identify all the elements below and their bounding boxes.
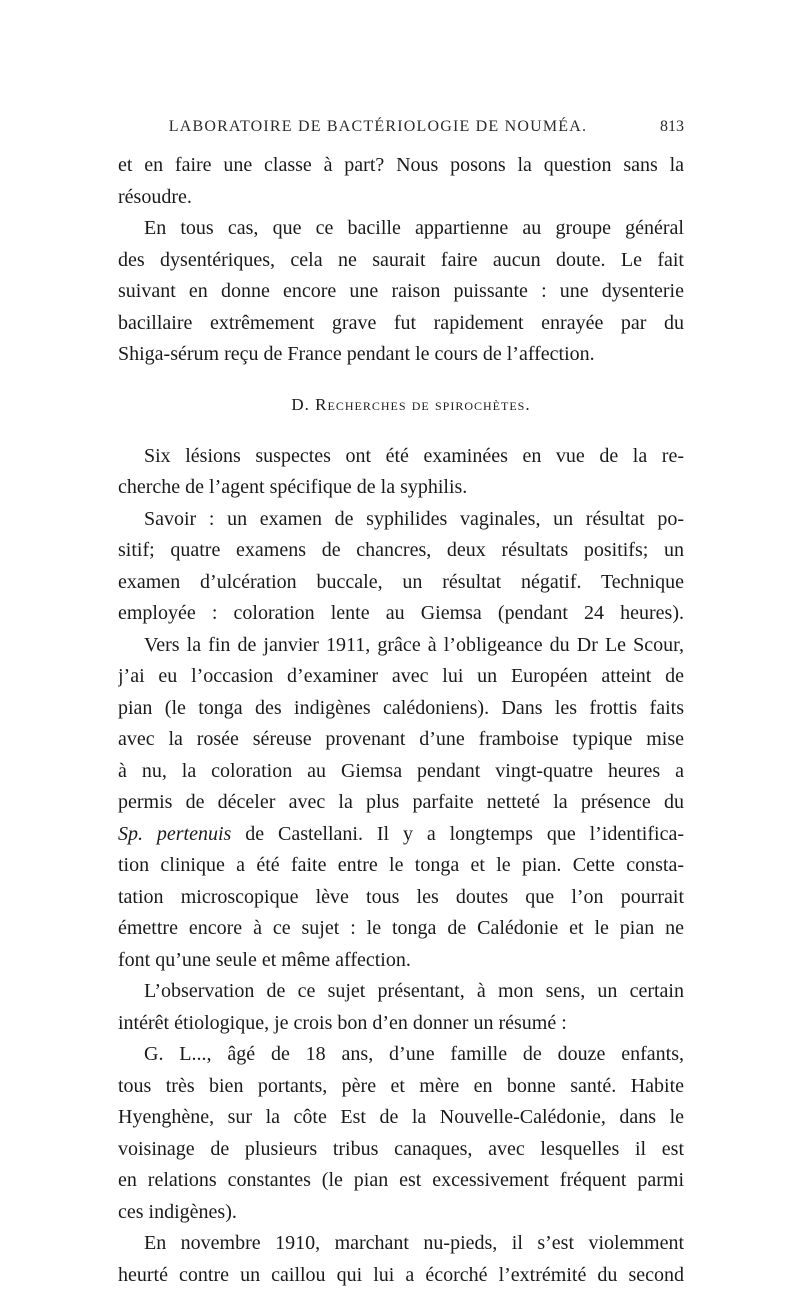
paragraph-4	[118, 504, 684, 630]
text-line: ces indigènes).	[118, 1197, 684, 1229]
text-line: heurté contre un caillou qui lui a écorché l’extrémité du second	[118, 1260, 684, 1291]
text-line: tation microscopique lève tous les doutes que l’on pourrait	[118, 882, 684, 914]
text-line: avec la rosée séreuse provenant d’une framboise typique mise	[118, 724, 684, 756]
paragraph-6	[118, 976, 684, 1039]
text-line: Savoir : un examen de syphilides vaginales, un résultat po-	[118, 504, 684, 536]
paragraph-2	[118, 213, 684, 371]
text-line: bacillaire extrêmement grave fut rapidement enrayée par du	[118, 308, 684, 340]
page-header	[118, 118, 684, 142]
running-head: LABORATOIRE DE BACTÉRIOLOGIE DE NOUMÉA.	[118, 118, 638, 136]
text-line: L’observation de ce sujet présentant, à mon sens, un certain	[118, 976, 684, 1008]
text-line	[118, 819, 684, 851]
text-line: Six lésions suspectes ont été examinées en vue de la re-	[118, 441, 684, 473]
text-line: j’ai eu l’occasion d’examiner avec lui un Européen atteint de	[118, 661, 684, 693]
text-line: Shiga-sérum reçu de France pendant le cours de l’affection.	[118, 339, 684, 371]
text-line: sitif; quatre examens de chancres, deux résultats positifs; un	[118, 535, 684, 567]
text-line: employée : coloration lente au Giemsa (pendant 24 heures).	[118, 598, 684, 630]
text-line: et en faire une classe à part? Nous posons la question sans la	[118, 150, 684, 182]
paragraph-3	[118, 441, 684, 504]
text-line: pian (le tonga des indigènes calédoniens). Dans les frottis faits	[118, 693, 684, 725]
text-line: tion clinique a été faite entre le tonga et le pian. Cette consta-	[118, 850, 684, 882]
text-line: examen d’ulcération buccale, un résultat négatif. Technique	[118, 567, 684, 599]
paragraph-8	[118, 1228, 684, 1291]
text-line: résoudre.	[118, 182, 684, 214]
species-name: Sp. pertenuis	[118, 823, 231, 845]
section-heading	[118, 381, 684, 429]
body-text	[118, 150, 684, 1291]
paragraph-1	[118, 150, 684, 213]
text-line: voisinage de plusieurs tribus canaques, avec lesquelles il est	[118, 1134, 684, 1166]
text-line: G. L..., âgé de 18 ans, d’une famille de douze enfants,	[118, 1039, 684, 1071]
page-number: 813	[660, 118, 684, 136]
text-line: Hyenghène, sur la côte Est de la Nouvelle-Calédonie, dans le	[118, 1102, 684, 1134]
text-line: intérêt étiologique, je crois bon d’en donner un résumé :	[118, 1008, 684, 1040]
text-line: permis de déceler avec la plus parfaite netteté la présence du	[118, 787, 684, 819]
text-line: suivant en donne encore une raison puissante : une dysenterie	[118, 276, 684, 308]
section-letter: D.	[291, 395, 310, 414]
text-line: tous très bien portants, père et mère en bonne santé. Habite	[118, 1071, 684, 1103]
paragraph-5	[118, 630, 684, 977]
text-line: En novembre 1910, marchant nu-pieds, il s’est violemment	[118, 1228, 684, 1260]
text-line: des dysentériques, cela ne saurait faire aucun doute. Le fait	[118, 245, 684, 277]
text-fragment: de Castellani. Il y a longtemps que l’identifica-	[231, 823, 684, 845]
text-line: cherche de l’agent spécifique de la syphilis.	[118, 472, 684, 504]
text-line: En tous cas, que ce bacille appartienne au groupe général	[118, 213, 684, 245]
text-line: en relations constantes (le pian est excessivement fréquent parmi	[118, 1165, 684, 1197]
text-line: émettre encore à ce sujet : le tonga de Calédonie et le pian ne	[118, 913, 684, 945]
paragraph-7	[118, 1039, 684, 1228]
text-line: à nu, la coloration au Giemsa pendant vingt-quatre heures a	[118, 756, 684, 788]
text-line: font qu’une seule et même affection.	[118, 945, 684, 977]
text-line: Vers la fin de janvier 1911, grâce à l’obligeance du Dr Le Scour,	[118, 630, 684, 662]
section-title: Recherches de spirochètes.	[315, 395, 530, 414]
